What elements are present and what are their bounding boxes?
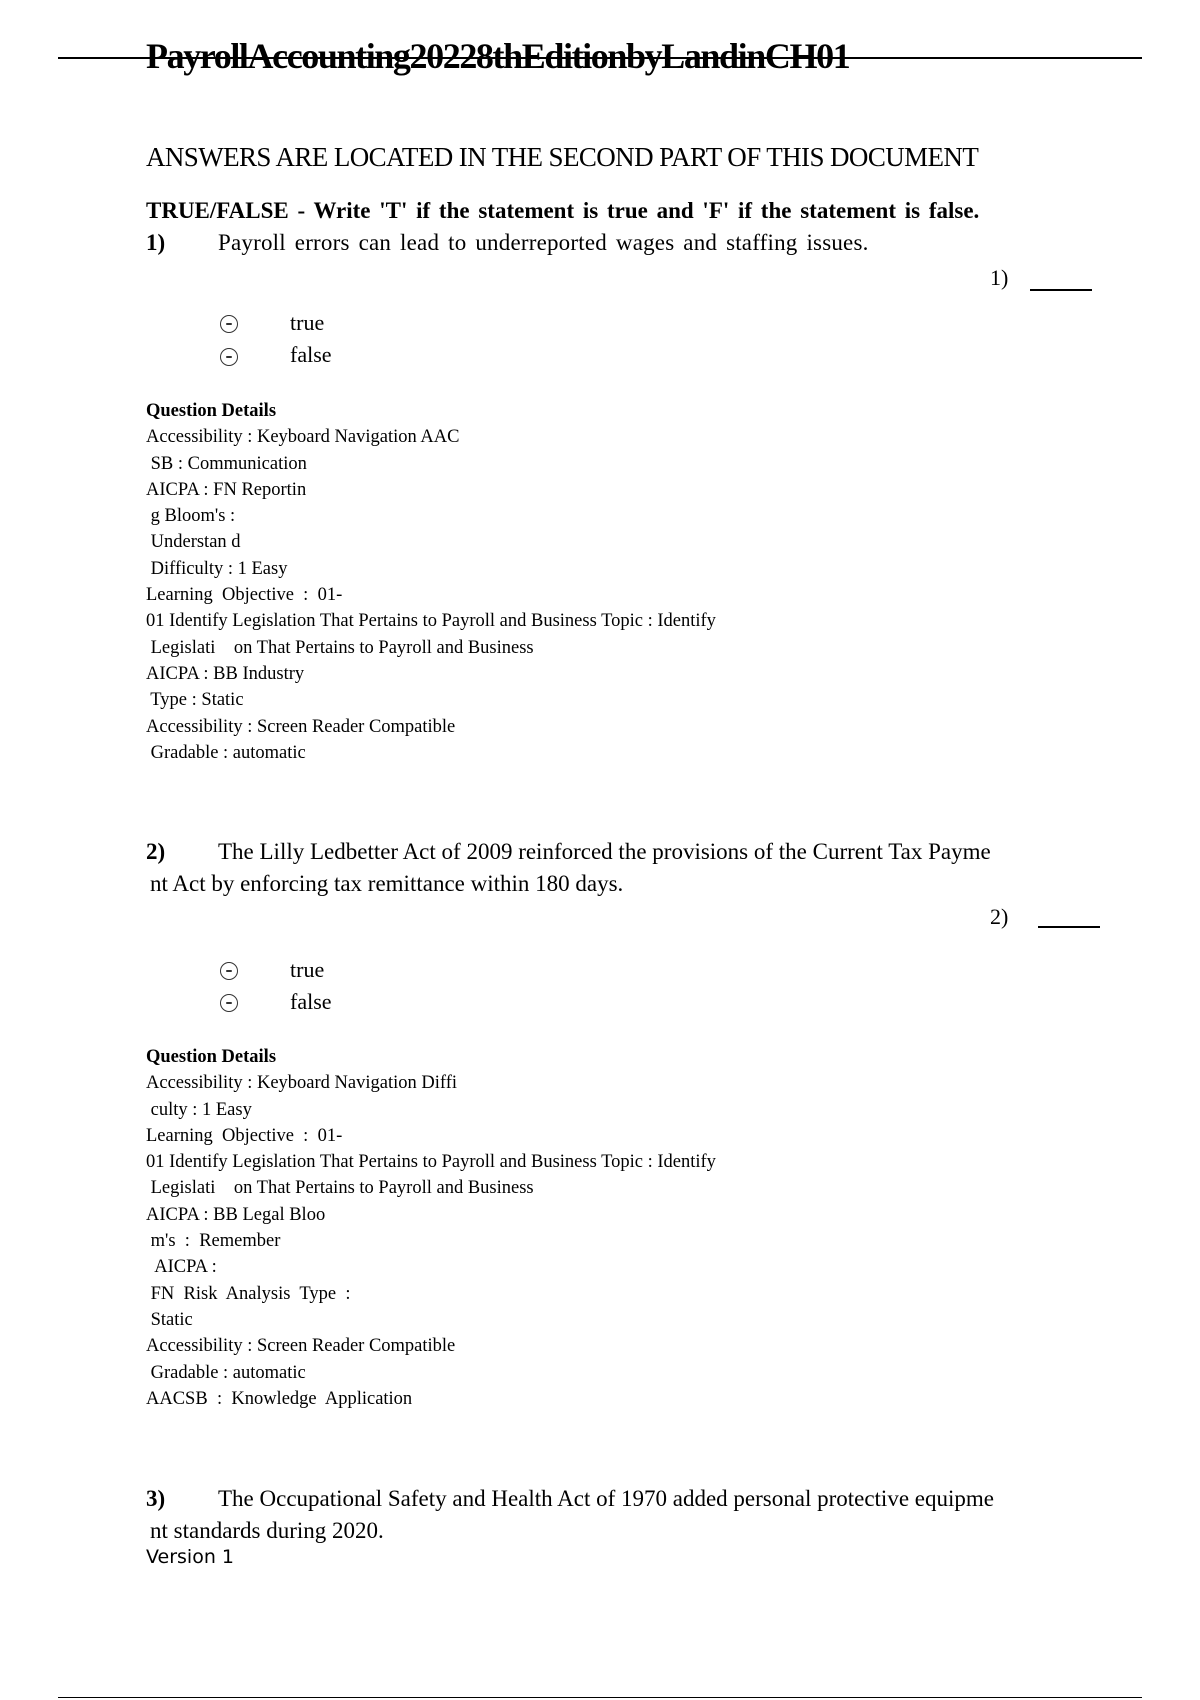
detail-line: 01 Identify Legislation That Pertains to Payroll and Business Topic : Identify bbox=[146, 1152, 716, 1173]
detail-line: Gradable : automatic bbox=[146, 1362, 306, 1383]
detail-line: AICPA : FN Reportin bbox=[146, 479, 307, 500]
section-instructions: TRUE/FALSE - Write 'T' if the statement is true and 'F' if the statement is false. bbox=[146, 198, 980, 223]
question-3-number: 3) bbox=[146, 1486, 166, 1511]
detail-line: Legislati on That Pertains to Payroll and Business bbox=[146, 1178, 534, 1199]
question-3-text-line1: The Occupational Safety and Health Act of 1970 added personal protective equipme bbox=[218, 1486, 994, 1511]
question-2-number: 2) bbox=[146, 839, 166, 864]
answer-2-blank[interactable] bbox=[1038, 926, 1100, 928]
detail-line: m's : Remember bbox=[146, 1231, 281, 1252]
option-false-label: false bbox=[290, 989, 332, 1014]
detail-line: Legislati on That Pertains to Payroll and Business bbox=[146, 637, 534, 658]
question-1-text: Payroll errors can lead to underreported wages and staffing issues. bbox=[218, 230, 869, 255]
detail-line: AICPA : bbox=[146, 1257, 217, 1278]
question-3-text-line2: nt standards during 2020. bbox=[150, 1518, 384, 1543]
detail-line: Learning Objective : 01- bbox=[146, 1125, 343, 1146]
details-title: Question Details bbox=[146, 401, 277, 421]
document-title: PayrollAccounting20228thEditionbyLandinCH01 bbox=[146, 36, 850, 76]
detail-line: FN Risk Analysis Type : bbox=[146, 1283, 351, 1304]
footer-rule bbox=[58, 1697, 1142, 1698]
detail-line: Understan d bbox=[146, 532, 241, 553]
detail-line: AICPA : BB Legal Bloo bbox=[146, 1204, 326, 1225]
option-false-label: false bbox=[290, 342, 332, 367]
option-true-label: true bbox=[290, 310, 325, 335]
detail-line: SB : Communication bbox=[146, 453, 307, 474]
answer-1-blank[interactable] bbox=[1030, 289, 1092, 291]
option-true-radio-icon[interactable] bbox=[220, 315, 238, 333]
detail-line: Learning Objective : 01- bbox=[146, 585, 343, 606]
detail-line: AICPA : BB Industry bbox=[146, 663, 305, 684]
option-false-radio-icon[interactable] bbox=[220, 348, 238, 366]
detail-line: culty : 1 Easy bbox=[146, 1099, 252, 1120]
detail-line: Type : Static bbox=[146, 690, 244, 711]
option-false-radio-icon[interactable] bbox=[220, 994, 238, 1012]
version-label: Version 1 bbox=[146, 1546, 234, 1568]
detail-line: 01 Identify Legislation That Pertains to Payroll and Business Topic : Identify bbox=[146, 611, 716, 632]
details-title: Question Details bbox=[146, 1047, 277, 1067]
question-1-details bbox=[146, 398, 716, 766]
detail-line: AACSB : Knowledge Application bbox=[146, 1388, 413, 1409]
answer-2-label: 2) bbox=[990, 904, 1009, 929]
detail-line: Difficulty : 1 Easy bbox=[146, 558, 288, 579]
question-2-details bbox=[146, 1044, 716, 1412]
detail-line: Accessibility : Keyboard Navigation Diffi bbox=[146, 1073, 458, 1094]
detail-line: Accessibility : Keyboard Navigation AAC bbox=[146, 427, 460, 448]
detail-line: Accessibility : Screen Reader Compatible bbox=[146, 1336, 456, 1357]
detail-line: g Bloom's : bbox=[146, 506, 236, 527]
answers-notice: ANSWERS ARE LOCATED IN THE SECOND PART OF THIS DOCUMENT bbox=[146, 142, 979, 172]
question-1-number: 1) bbox=[146, 230, 166, 255]
detail-line: Accessibility : Screen Reader Compatible bbox=[146, 716, 456, 737]
question-2-text-line2: nt Act by enforcing tax remittance within 180 days. bbox=[150, 871, 624, 896]
answer-1-label: 1) bbox=[990, 265, 1009, 290]
question-2-text-line1: The Lilly Ledbetter Act of 2009 reinforced the provisions of the Current Tax Payme bbox=[218, 839, 991, 864]
detail-line: Static bbox=[146, 1309, 193, 1330]
option-true-label: true bbox=[290, 957, 325, 982]
option-true-radio-icon[interactable] bbox=[220, 962, 238, 980]
detail-line: Gradable : automatic bbox=[146, 742, 306, 763]
